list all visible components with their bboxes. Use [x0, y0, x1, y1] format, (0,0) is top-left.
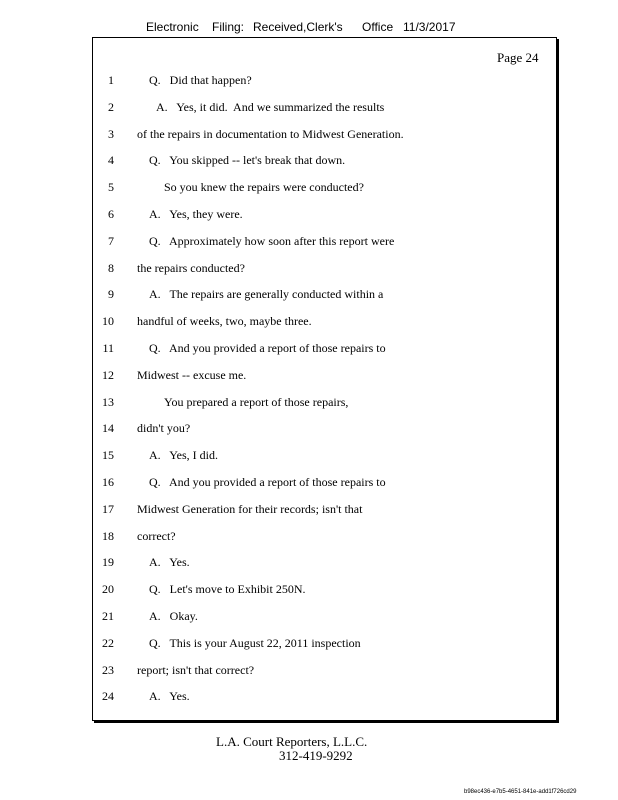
- transcript-line: [92, 609, 532, 625]
- line-number: 2: [108, 99, 114, 114]
- transcript-line: [92, 502, 532, 518]
- header-filing: Filing:: [212, 20, 245, 34]
- line-number: 17: [102, 501, 114, 516]
- header-electronic: Electronic: [146, 20, 199, 34]
- transcript-line: [92, 287, 532, 303]
- line-number: 20: [102, 582, 114, 597]
- line-number: 15: [102, 448, 114, 463]
- transcript-line: [92, 207, 532, 223]
- line-number: 1: [108, 73, 114, 87]
- line-number: 14: [102, 421, 114, 436]
- transcript-line: [92, 529, 532, 545]
- line-number: 5: [108, 180, 114, 195]
- line-text: Midwest -- excuse me.: [137, 367, 247, 382]
- footer-phone: 312-419-9292: [279, 748, 353, 763]
- transcript-line: [92, 234, 532, 250]
- transcript-line: [92, 100, 532, 116]
- transcript-line: [92, 395, 532, 411]
- line-number: 23: [102, 662, 114, 677]
- header-received: Received,Clerk's: [253, 20, 343, 34]
- line-number: 4: [108, 153, 114, 168]
- transcript-line: [92, 582, 532, 598]
- line-text: the repairs conducted?: [137, 260, 245, 275]
- transcript-line: [92, 636, 532, 652]
- line-text: A. Yes.: [149, 689, 190, 704]
- transcript-line: [92, 341, 532, 357]
- line-text: A. Okay.: [149, 609, 198, 623]
- line-text: A. Yes.: [149, 555, 190, 570]
- line-number: 19: [102, 555, 114, 570]
- line-number: 3: [108, 126, 114, 141]
- page-number: Page 24: [497, 50, 539, 65]
- transcript-line: [92, 448, 532, 464]
- transcript-line: [92, 368, 532, 384]
- line-text: Q. Approximately how soon after this report were: [149, 233, 395, 248]
- line-number: 13: [102, 394, 114, 409]
- line-number: 16: [102, 475, 114, 489]
- transcript-line: [92, 314, 532, 330]
- line-text: Q. And you provided a report of those repairs to: [149, 475, 386, 489]
- footer-company: L.A. Court Reporters, L.L.C.: [216, 734, 368, 749]
- transcript-line: [92, 261, 532, 277]
- line-text: Q. You skipped -- let's break that down.: [149, 153, 346, 168]
- transcript-line: [92, 689, 532, 705]
- line-text: Midwest Generation for their records; isn't that: [137, 501, 363, 516]
- line-text: Q. Let's move to Exhibit 250N.: [149, 582, 306, 597]
- line-number: 6: [108, 207, 114, 221]
- line-text: You prepared a report of those repairs,: [164, 394, 349, 409]
- line-text: A. Yes, it did. And we summarized the results: [156, 99, 385, 114]
- line-number: 11: [102, 341, 114, 355]
- line-number: 9: [108, 287, 114, 302]
- line-text: Q. This is your August 22, 2011 inspection: [149, 635, 361, 650]
- transcript-line: [92, 663, 532, 679]
- line-number: 22: [102, 635, 114, 650]
- line-number: 21: [102, 609, 114, 623]
- line-text: So you knew the repairs were conducted?: [164, 180, 364, 195]
- transcript-line: [92, 475, 532, 491]
- line-number: 10: [102, 314, 114, 329]
- line-number: 24: [102, 689, 114, 704]
- line-text: A. Yes, they were.: [149, 207, 243, 221]
- line-text: A. Yes, I did.: [149, 448, 219, 463]
- line-text: Q. Did that happen?: [149, 73, 252, 87]
- transcript-line: [92, 73, 532, 89]
- transcript-line: [92, 127, 532, 143]
- line-number: 12: [102, 367, 114, 382]
- document-hash: b98ec436-e7b5-4651-841e-add1f726cd29: [464, 789, 577, 795]
- line-number: 18: [102, 528, 114, 543]
- line-text: A. The repairs are generally conducted within a: [149, 287, 384, 302]
- transcript-line: [92, 180, 532, 196]
- line-text: correct?: [137, 528, 176, 543]
- line-text: didn't you?: [137, 421, 191, 436]
- line-text: report; isn't that correct?: [137, 662, 255, 677]
- line-number: 7: [108, 233, 114, 248]
- transcript-line: [92, 555, 532, 571]
- line-text: of the repairs in documentation to Midwest Generation.: [137, 126, 404, 141]
- line-text: Q. And you provided a report of those repairs to: [149, 341, 386, 355]
- line-text: handful of weeks, two, maybe three.: [137, 314, 312, 329]
- line-number: 8: [108, 260, 114, 275]
- filing-stamp-header: [0, 20, 618, 36]
- transcript-line: [92, 153, 532, 169]
- header-date: 11/3/2017: [403, 20, 456, 34]
- transcript-line: [92, 421, 532, 437]
- header-office: Office: [362, 20, 394, 34]
